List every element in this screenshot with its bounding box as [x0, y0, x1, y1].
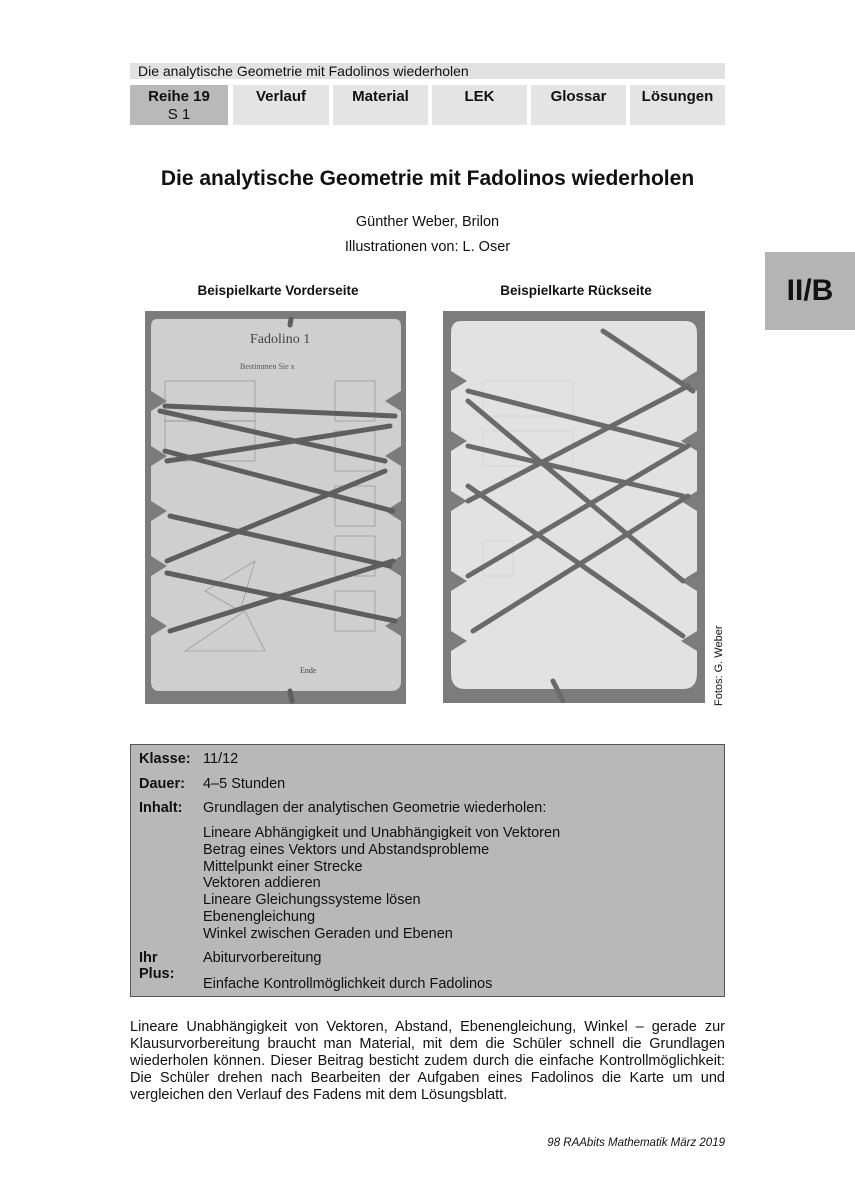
inhalt-label: Inhalt: [139, 800, 183, 816]
tab-glossar-label: Glossar [550, 88, 607, 105]
info-box [130, 744, 725, 997]
tab-material-label: Material [352, 88, 409, 105]
tab-reihe-label: Reihe 19 [148, 88, 210, 105]
plus-value-1: Abiturvorbereitung [203, 950, 322, 966]
card-end-text: Ende [300, 666, 317, 675]
list-item: Vektoren addieren [203, 875, 321, 892]
page-title: Die analytische Geometrie mit Fadolinos wiederholen [160, 167, 695, 190]
tab-material[interactable] [333, 85, 428, 125]
inhalt-list [203, 825, 560, 943]
tab-lek[interactable] [432, 85, 527, 125]
back-card-photo [443, 311, 705, 703]
list-item: Mittelpunkt einer Strecke [203, 858, 363, 875]
list-item: Lineare Abhängigkeit und Unabhängigkeit von Vektoren [203, 825, 561, 841]
klasse-label: Klasse: [139, 751, 191, 767]
tab-reihe[interactable] [130, 85, 228, 125]
dauer-label: Dauer: [139, 776, 185, 792]
series-title-bar: Die analytische Geometrie mit Fadolinos wiederholen [130, 63, 725, 79]
tab-verlauf-label: Verlauf [255, 88, 307, 105]
tab-verlauf[interactable] [233, 85, 329, 125]
dauer-value: 4–5 Stunden [203, 776, 286, 792]
front-caption: Beispielkarte Vorderseite [197, 283, 359, 298]
front-card-photo [145, 311, 406, 704]
tab-loesungen[interactable] [630, 85, 725, 125]
list-item: Lineare Gleichungssysteme lösen [203, 892, 421, 909]
klasse-value: 11/12 [203, 751, 239, 767]
card-title-text: Fadolino 1 [250, 332, 311, 347]
photo-credit: Fotos: G. Weber [713, 625, 725, 706]
list-item: Ebenengleichung [203, 908, 316, 925]
section-tag: II/B [765, 252, 855, 330]
author: Günther Weber, Brilon [355, 214, 500, 230]
back-caption: Beispielkarte Rückseite [500, 283, 652, 298]
plus-label: Ihr Plus: [139, 950, 175, 982]
list-item: Betrag eines Vektors und Abstandsprobleme [203, 841, 490, 858]
inhalt-intro: Grundlagen der analytischen Geometrie wiederholen: [203, 800, 547, 816]
intro-paragraph: Lineare Unabhängigkeit von Vektoren, Abstand, Ebenengleichung, Winkel – gerade zur Klausurvorbereitung braucht man Material, mit dem die Schüler schnell die Grundlagen wiederholen können. Dieser Beitrag besticht zudem durch die einfache Kontrollmöglichkeit: Die Schüler drehen nach Bearbeiten der Aufgaben eines Fadolinos die Karte um und vergleichen den Verlauf des Fadens mit dem Lösungsblatt. [130, 1019, 725, 1103]
tab-loesungen-label: Lösungen [641, 88, 714, 105]
illustrator: Illustrationen von: L. Oser [344, 239, 511, 255]
card-task-text: Bestimmen Sie x [240, 362, 295, 371]
list-item: Winkel zwischen Geraden und Ebenen [203, 925, 453, 942]
footer: 98 RAAbits Mathematik März 2019 [547, 1137, 725, 1149]
plus-value-2: Einfache Kontrollmöglichkeit durch Fadolinos [203, 976, 493, 992]
tab-glossar[interactable] [531, 85, 626, 125]
tab-lek-label: LEK [464, 88, 495, 105]
tab-reihe-page: S 1 [167, 106, 191, 123]
